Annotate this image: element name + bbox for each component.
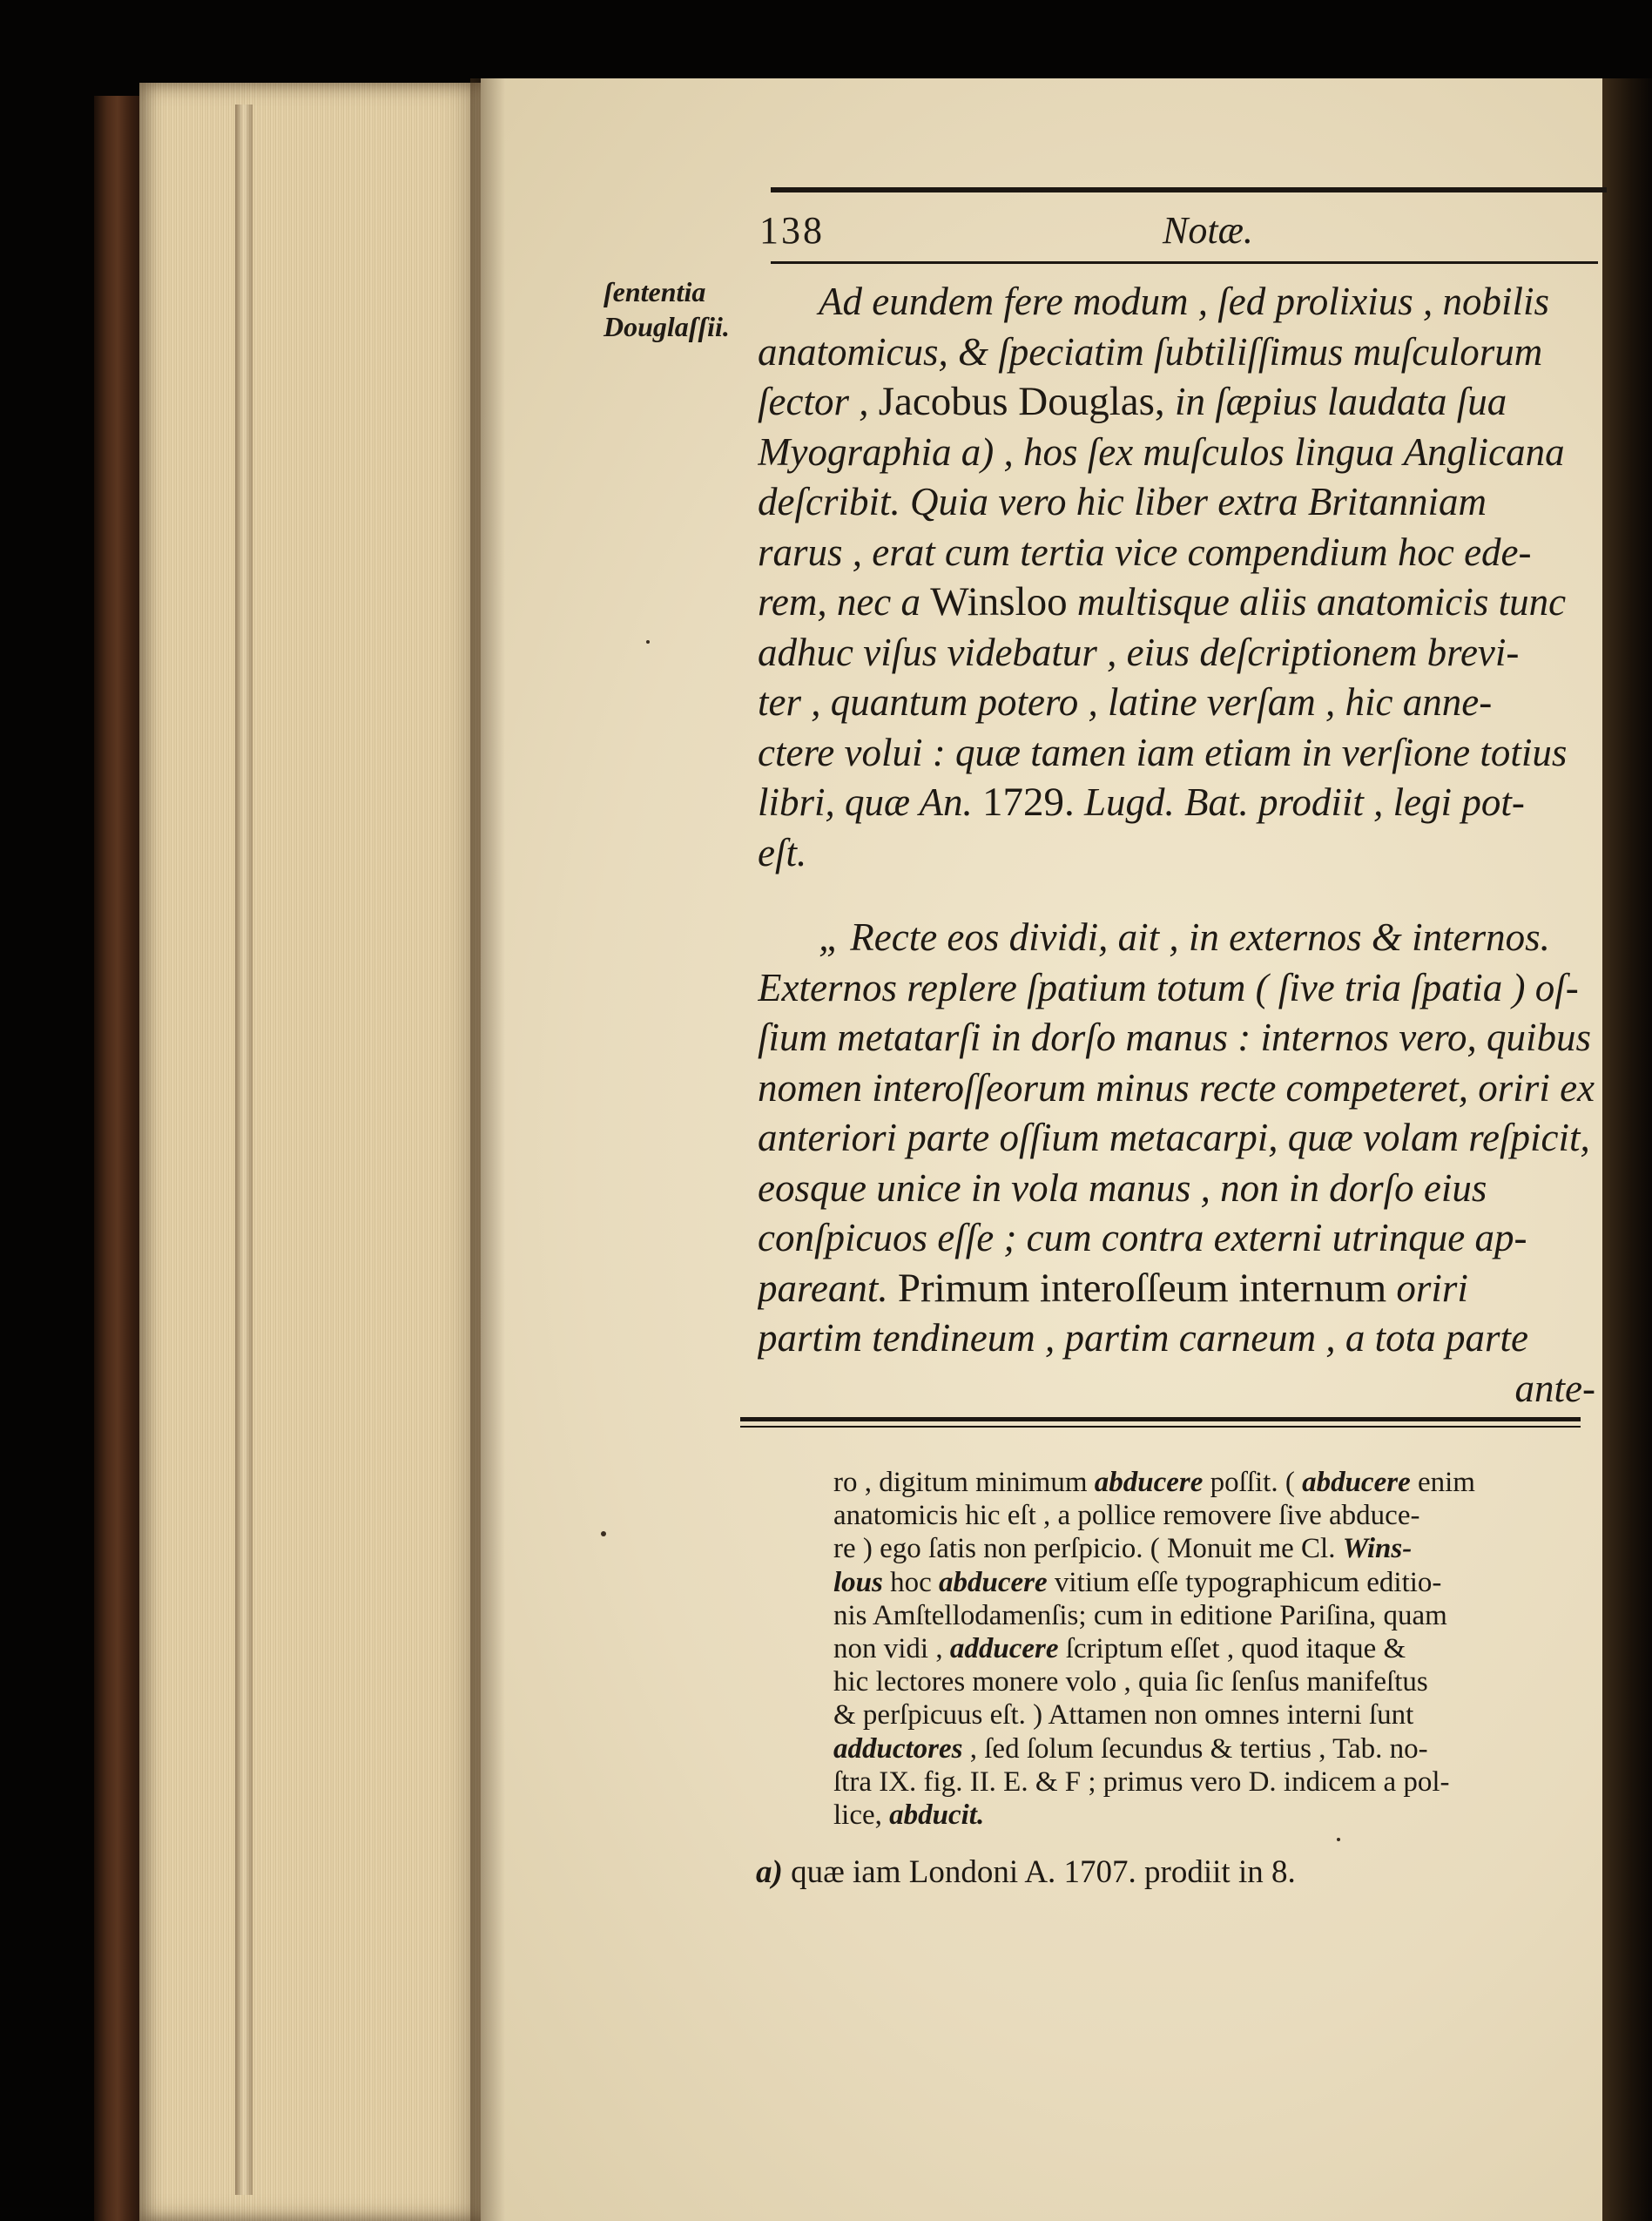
paragraph-douglas — [758, 277, 1595, 878]
text-run: eosque unice in vola manus , non in dorſo eius — [758, 1165, 1487, 1210]
text-run: Externos replere ſpatium totum ( ſive tria ſpatia ) oſ- — [758, 965, 1579, 1009]
text-run: oriri — [1386, 1266, 1468, 1310]
text-line — [758, 377, 1595, 428]
text-run: vitium eſſe typographicum editio- — [1047, 1566, 1442, 1598]
ink-speck — [646, 640, 650, 644]
text-run: pareant. — [758, 1266, 898, 1310]
page-number: 138 — [759, 209, 825, 252]
text-run: 1729. — [981, 780, 1075, 825]
main-text — [758, 277, 1595, 1414]
page-stack-edge — [139, 83, 483, 2221]
text-line — [758, 477, 1595, 528]
paragraph-quotation — [758, 913, 1595, 1414]
note-line — [833, 1599, 1595, 1632]
notes-rule-thin — [740, 1426, 1581, 1428]
text-line — [758, 828, 1595, 879]
footnote — [756, 1853, 1540, 1893]
ink-speck — [601, 1531, 606, 1536]
text-run: Primum interoſſeum internum — [897, 1265, 1387, 1311]
text-line — [758, 1213, 1595, 1264]
text-run: eſt. — [758, 830, 807, 874]
text-run: Winsloo — [930, 579, 1068, 624]
text-run: rem, nec a — [758, 580, 931, 624]
text-run: hic lectores monere volo , quia ſic ſenſus manifeſtus — [833, 1666, 1428, 1698]
note-line — [833, 1532, 1595, 1565]
note-line — [833, 1499, 1595, 1532]
text-run: ſcriptum eſſet , quod itaque & — [1058, 1632, 1406, 1664]
text-run: re ) ego ſatis non perſpicio. ( Monuit me Cl. — [833, 1533, 1343, 1565]
note-line — [833, 1566, 1595, 1599]
text-line — [758, 1063, 1595, 1114]
text-run: poſſit. ( — [1203, 1467, 1303, 1498]
text-run: Ad eundem fere modum , ſed prolixius , nobilis — [819, 280, 1550, 323]
text-line — [758, 1113, 1595, 1164]
text-run: rarus , erat cum tertia vice compendium hoc ede- — [758, 530, 1532, 574]
text-line — [758, 778, 1595, 828]
text-run: Wins- — [1342, 1533, 1413, 1565]
text-line — [758, 577, 1595, 628]
text-run: abducit. — [889, 1799, 985, 1831]
next-page-shadow — [1602, 78, 1652, 2221]
margin-note — [603, 274, 747, 344]
text-run: in ſæpius laudata ſua — [1164, 380, 1507, 423]
continued-note — [833, 1466, 1595, 1832]
text-run: libri, quæ An. — [758, 780, 982, 824]
notes-rule — [740, 1417, 1581, 1421]
running-head-title: Notæ. — [1163, 209, 1253, 252]
text-run: & perſpicuus eſt. ) Attamen non omnes interni ſunt — [833, 1699, 1414, 1732]
text-run: non vidi , — [833, 1632, 950, 1664]
text-line — [758, 428, 1595, 478]
note-line — [833, 1632, 1595, 1665]
text-line — [758, 1264, 1595, 1314]
text-run: ſium metatarſi in dorſo manus : internos vero, quibus — [758, 1016, 1592, 1059]
text-line — [758, 913, 1595, 963]
text-run: adhuc viſus videbatur , eius deſcriptionem brevi- — [758, 630, 1520, 674]
note-line — [833, 1765, 1595, 1799]
text-line — [758, 528, 1595, 578]
text-run: adducere — [949, 1632, 1059, 1664]
text-run: anteriori parte oſſium metacarpi, quæ volam reſpicit, — [758, 1116, 1590, 1159]
text-run: anatomicis hic eſt , a pollice removere ſive abduce- — [833, 1500, 1420, 1532]
text-run: ante- — [1514, 1366, 1595, 1410]
text-run: lice, — [833, 1799, 890, 1831]
margin-note-line: ſententia — [603, 276, 706, 307]
text-line — [758, 628, 1595, 678]
text-run: nomen interoſſeorum minus recte competeret, oriri ex — [758, 1065, 1595, 1110]
text-line — [758, 277, 1595, 327]
text-line — [758, 1313, 1595, 1364]
top-rule — [771, 187, 1607, 192]
note-line — [833, 1698, 1595, 1732]
text-run: Lugd. Bat. prodiit , legi pot- — [1074, 780, 1525, 824]
text-run: conſpicuos eſſe ; cum contra externi utrinque ap- — [758, 1216, 1527, 1259]
ink-speck — [1337, 1838, 1340, 1841]
text-line — [758, 1013, 1595, 1063]
page-stack-highlight — [235, 105, 253, 2195]
text-run: partim tendineum , partim carneum , a tota parte — [758, 1316, 1528, 1360]
text-run: abducere — [1302, 1467, 1411, 1498]
text-run: ter , quantum potero , latine verſam , hic anne- — [758, 680, 1493, 724]
note-line — [833, 1732, 1595, 1765]
text-run: deſcribit. Quia vero hic liber extra Britanniam — [758, 480, 1487, 523]
text-run: nis Amſtellodamenſis; cum in editione Pariſina, quam — [833, 1599, 1447, 1631]
note-line — [833, 1799, 1595, 1832]
head-rule — [771, 261, 1598, 264]
text-run: hoc — [882, 1566, 940, 1598]
text-run: abducere — [939, 1566, 1048, 1598]
text-run: ctere volui : quæ tamen iam etiam in verſione totius — [758, 730, 1568, 774]
text-line — [758, 728, 1595, 779]
page-gutter — [470, 78, 505, 2221]
text-run: anatomicus, & ſpeciatim ſubtiliſſimus muſculorum — [758, 329, 1543, 374]
text-run: Myographia a) , hos ſex muſculos lingua Anglicana — [758, 429, 1565, 474]
note-line — [833, 1665, 1595, 1698]
footnote-text: quæ iam Londoni A. 1707. prodiit in 8. — [782, 1854, 1296, 1890]
text-run: abducere — [1094, 1467, 1204, 1498]
text-line — [758, 1164, 1595, 1214]
text-line — [758, 1364, 1595, 1414]
text-line — [758, 678, 1595, 728]
text-run: adductores — [833, 1732, 963, 1765]
text-run: , ſed ſolum ſecundus & tertius , Tab. no- — [962, 1732, 1428, 1765]
text-line — [758, 327, 1595, 378]
text-run: ſector , — [758, 380, 879, 423]
text-run: Jacobus Douglas, — [878, 379, 1165, 424]
text-run: „ Recte eos dividi, ait , in externos & internos. — [819, 915, 1550, 959]
text-run: multisque aliis anatomicis tunc — [1067, 580, 1567, 624]
text-run: lous — [833, 1566, 883, 1598]
text-run: ſtra IX. fig. II. E. & F ; primus vero D. indicem a pol- — [833, 1765, 1450, 1798]
margin-note-line: Douglaſſii. — [603, 311, 730, 342]
book-spine — [94, 96, 146, 2221]
text-line — [758, 963, 1595, 1014]
footnote-mark: a) — [756, 1854, 783, 1890]
note-line — [833, 1466, 1595, 1499]
text-run: ro , digitum minimum — [833, 1467, 1095, 1498]
text-run: enim — [1410, 1467, 1475, 1498]
